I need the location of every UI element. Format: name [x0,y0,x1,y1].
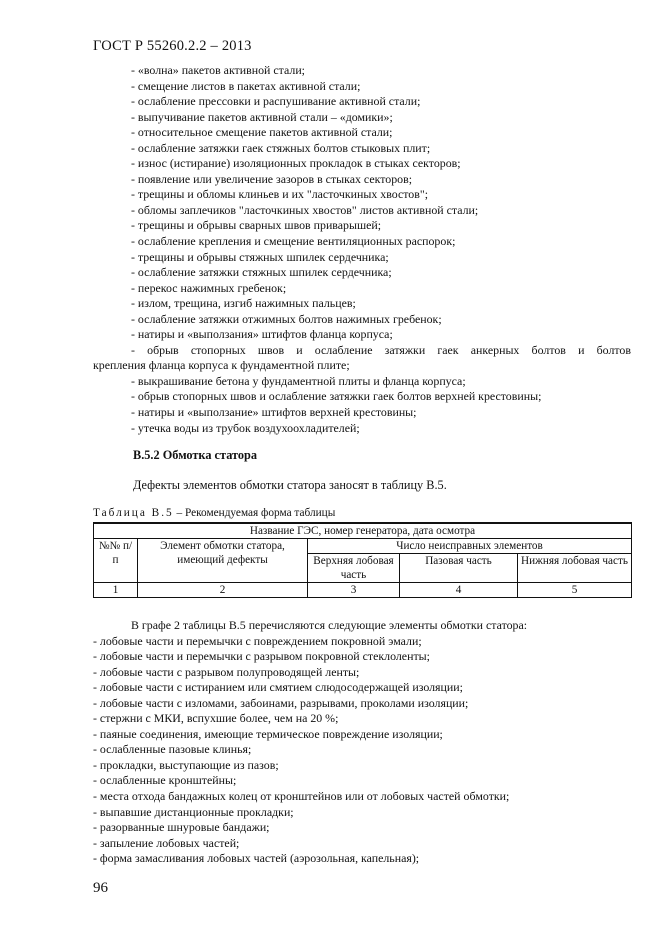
index-cell: 1 [94,583,138,598]
list-item: - лобовые части с изломами, забоинами, разрывами, проколами изоляции; [93,695,469,710]
list-item: - «волна» пакетов активной стали; [131,63,305,77]
list-item: - обломы заплечиков "ласточкиных хвостов" листов активной стали; [131,202,479,217]
header-element: Элемент обмотки статора, имеющий дефекты [138,539,308,583]
index-cell: 4 [400,583,518,598]
list-item: - прокладки, выступающие из пазов; [93,757,279,772]
list-item: - относительное смещение пакетов активной стали; [131,125,393,140]
list-item: - ослабление затяжки стяжных шпилек сердечника; [131,265,392,280]
list-item: - разорванные шнуровые бандажи; [93,820,270,835]
list-item: - ослабление крепления и смещение вентиляционных распорок; [131,234,456,249]
list-item: - выпавшие дистанционные прокладки; [93,804,294,819]
list-item: - лобовые части с разрывом полупроводящей ленты; [93,664,360,679]
list-item: - лобовые части и перемычки с повреждением покровной эмали; [93,633,422,648]
core-defects-list [93,63,631,436]
list-item: - трещины и обрывы стяжных шпилек сердечника; [131,249,389,264]
header-number: №№ п/п [94,539,138,583]
list-item: - трещины и обломы клиньев и их "ласточкиных хвостов"; [131,187,429,202]
list-item: - трещины и обрывы сварных швов приварышей; [131,218,382,233]
header-lower-part: Нижняя лобовая часть [518,554,632,583]
list-item: - появление или увеличение зазоров в стыках секторов; [131,171,413,186]
list-item: - лобовые части с истиранием или смятием слюдосодержащей изоляции; [93,680,463,695]
list-item-wrapped: - обрыв стопорных швов и ослабление затяжки гаек анкерных болтов и болтов [131,342,631,357]
list-item: - стержни с МКИ, вспухшие более, чем на 20 %; [93,711,339,726]
list-item: - форма замасливания лобовых частей (аэрозольная, капельная); [93,851,420,866]
defects-table [93,522,632,598]
list-item: - ослабленные кронштейны; [93,773,237,788]
list-item: - утечка воды из трубок воздухоохладителей; [131,420,360,435]
list-item: - паяные соединения, имеющие термическое повреждение изоляции; [93,726,443,741]
list-item: - обрыв стопорных швов и ослабление затяжки гаек болтов верхней крестовины; [131,389,542,404]
list-item: - перекос нажимных гребенок; [131,280,287,295]
header-slot-part: Пазовая часть [400,554,518,583]
winding-elements-list [93,618,631,867]
list-intro: В графе 2 таблицы В.5 перечисляются следующие элементы обмотки статора: [131,618,528,632]
page-number: 96 [93,880,108,896]
header-count-group: Число неисправных элементов [308,539,632,554]
list-item: - ослабление затяжки отжимных болтов нажимных гребенок; [131,311,442,326]
document-header: ГОСТ Р 55260.2.2 – 2013 [93,38,252,54]
list-item-continuation: крепления фланца корпуса к фундаментной плите; [93,358,350,373]
table-caption-label: Таблица В.5 [93,507,174,519]
list-item: - выкрашивание бетона у фундаментной плиты и фланца корпуса; [131,373,466,388]
list-item: - ослабленные пазовые клинья; [93,742,252,757]
index-cell: 5 [518,583,632,598]
table-caption [93,507,335,519]
intro-paragraph: Дефекты элементов обмотки статора заносят в таблицу В.5. [133,478,447,492]
table-caption-text: – Рекомендуемая форма таблицы [173,507,336,519]
list-item: - смещение листов в пакетах активной стали; [131,78,361,93]
list-item: - запыление лобовых частей; [93,835,240,850]
list-item: - ослабление затяжки гаек стяжных болтов стыковых плит; [131,140,431,155]
index-cell: 3 [308,583,400,598]
list-item: - натиры и «выползание» штифтов верхней крестовины; [131,405,417,420]
header-upper-part: Верхняя лобовая часть [308,554,400,583]
list-item: - выпучивание пакетов активной стали – «домики»; [131,109,393,124]
list-item: - ослабление прессовки и распушивание активной стали; [131,94,421,109]
list-item: - излом, трещина, изгиб нажимных пальцев; [131,296,356,311]
list-item: - лобовые части и перемычки с разрывом покровной стеклоленты; [93,649,430,664]
list-item: - износ (истирание) изоляционных прокладок в стыках секторов; [131,156,461,171]
section-heading: В.5.2 Обмотка статора [133,448,258,462]
table-title-cell: Название ГЭС, номер генератора, дата осмотра [94,523,632,539]
index-cell: 2 [138,583,308,598]
list-item: - места отхода бандажных колец от кронштейнов или от лобовых частей обмотки; [93,789,510,804]
list-item: - натиры и «выползания» штифтов фланца корпуса; [131,327,393,342]
